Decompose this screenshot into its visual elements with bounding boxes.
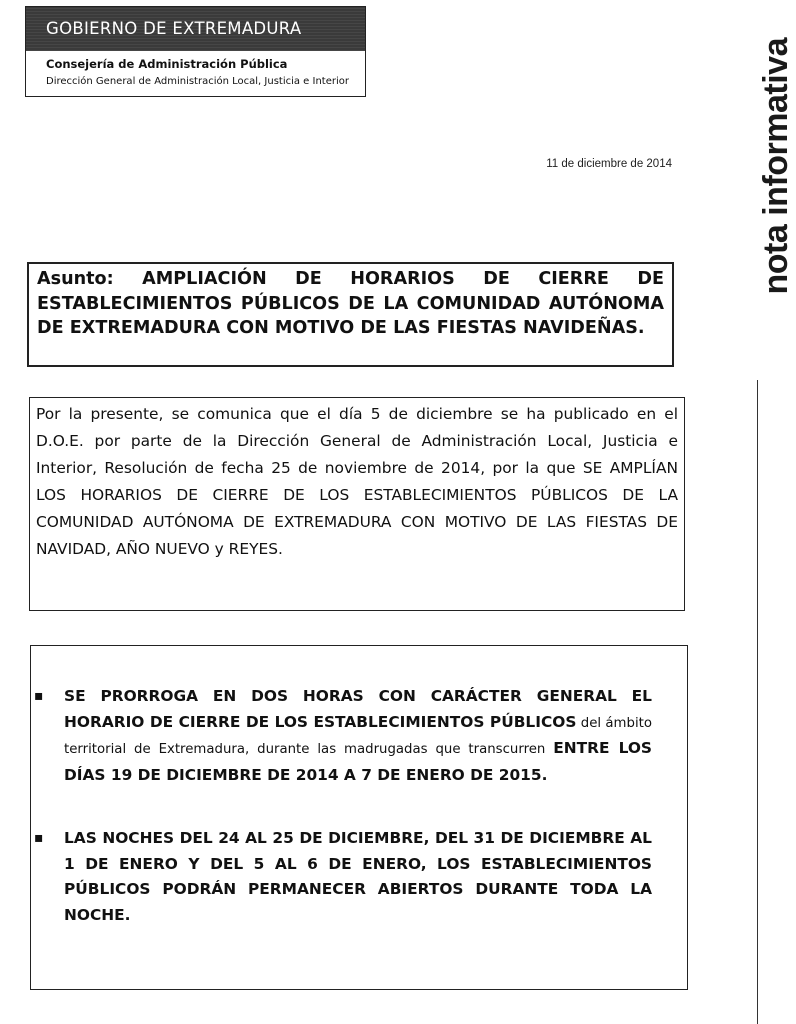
letterhead xyxy=(25,6,366,97)
department-name: Consejería de Administración Pública xyxy=(46,57,288,71)
subject-text: AMPLIACIÓN DE HORARIOS DE CIERRE DE ESTABLECIMIENTOS PÚBLICOS DE LA COMUNIDAD AUTÓNOMA DE EXTREMADURA CON MOTIVO DE LAS FIESTAS NAVIDEÑAS. xyxy=(37,269,664,338)
measure-bold-text: ENTRE LOS DÍAS 19 DE DICIEMBRE DE 2014 A 7 DE ENERO DE 2015. xyxy=(64,739,653,784)
bullet-icon: ▪ xyxy=(34,688,44,704)
measure-item xyxy=(34,684,653,788)
document-date: 11 de diciembre de 2014 xyxy=(546,158,672,170)
directorate-name: Dirección General de Administración Local, Justicia e Interior xyxy=(46,76,349,87)
intro-paragraph xyxy=(29,397,685,611)
subject-box xyxy=(27,262,674,367)
subject-label: Asunto: xyxy=(37,269,114,289)
organization-name: GOBIERNO DE EXTREMADURA xyxy=(26,7,365,51)
measure-text: del ámbito territorial de Extremadura, durante las madrugadas que transcurren xyxy=(64,715,652,757)
measure-bold-text: LAS NOCHES DEL 24 AL 25 DE DICIEMBRE, DEL 31 DE DICIEMBRE AL 1 DE ENERO Y DEL 5 AL 6 DE ENERO, LOS ESTABLECIMIENTOS PÚBLICOS PODRÁN PERMANECER ABIERTOS DURANTE TODA LA NOCHE. xyxy=(64,829,652,924)
intro-emphasis: SE AMPLÍAN LOS HORARIOS DE CIERRE DE LOS ESTABLECIMIENTOS PÚBLICOS DE LA COMUNIDAD AUTÓNOMA DE EXTREMADURA CON MOTIVO DE LAS FIESTAS DE NAVIDAD, AÑO NUEVO y REYES. xyxy=(36,459,678,558)
measure-item xyxy=(34,826,652,928)
bullet-icon: ▪ xyxy=(34,830,44,846)
intro-text: Por la presente, se comunica que el día 5 de diciembre se ha publicado en el D.O.E. por parte de la Dirección General de Administración Local, Justicia e Interior, Resolución de fecha 25 de noviembre de 2014, por la que xyxy=(36,405,678,477)
measure-bold-text: SE PRORROGA EN DOS HORAS CON CARÁCTER GENERAL EL HORARIO DE CIERRE DE LOS ESTABLECIMIENTOS PÚBLICOS xyxy=(64,687,652,731)
right-margin-rule xyxy=(757,380,758,1024)
document-type-label: nota informativa xyxy=(757,38,795,295)
